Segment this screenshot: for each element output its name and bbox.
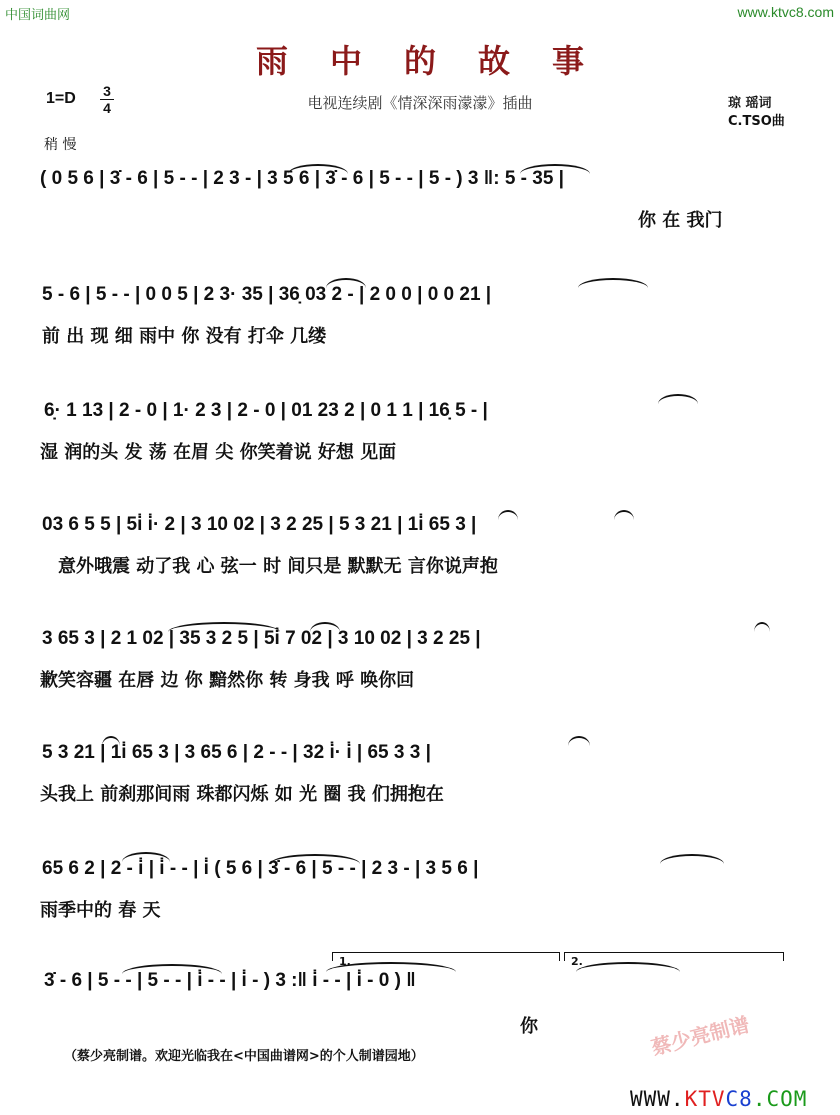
slur (568, 736, 590, 746)
slur (658, 394, 698, 404)
slur (660, 854, 724, 864)
notation-line: ( 0 5 6 | 3̇ - 6 | 5 - - | 2 3 - | 3 5 6 | 3̇ - 6 | 5 - - | 5 - ) 3 ‖: 5 - 35 | (40, 168, 564, 189)
lyrics-line: 歉笑容疆 在唇 边 你 黯然你 转 身我 呼 唤你回 (40, 670, 415, 691)
tempo-marking: 稍 慢 (44, 137, 77, 153)
footer-note: （蔡少亮制谱。欢迎光临我在<中国曲谱网>的个人制谱园地） (64, 1049, 424, 1064)
time-sig-bottom: 4 (103, 100, 111, 116)
slur (520, 164, 590, 174)
score-row-5 (30, 628, 820, 691)
score-row-2 (30, 284, 820, 347)
song-title: 雨中的故事 (255, 42, 626, 80)
notation-line: 03 6 5 5 | 5i̇ i̇· 2 | 3 10 02 | 3 2 25 | 5 3 21 | 1i̇ 65 3 | (42, 514, 477, 535)
logo-c8: C8 (725, 1087, 753, 1111)
slur (270, 854, 360, 864)
slur (168, 622, 280, 632)
lyrics-line: 头我上 前刹那间雨 珠都闪烁 如 光 圈 我 们拥抱在 (40, 784, 444, 805)
lyrics-line: 你 (520, 1016, 538, 1037)
lyrics-line: 意外哦震 动了我 心 弦一 时 间只是 默默无 言你说声抱 (58, 556, 498, 577)
slur (326, 278, 366, 288)
notation-line: 5 - 6 | 5 - - | 0 0 5 | 2 3· 35 | 36̣ 03 2 - | 2 0 0 | 0 0 21 | (42, 284, 492, 305)
slur (288, 164, 348, 174)
composer: C.TSO曲 (728, 114, 785, 129)
notation-line: 6̣· 1 13 | 2 - 0 | 1· 2 3 | 2 - 0 | 01 23 2 | 0 1 1 | 16̣ 5 - | (44, 400, 488, 421)
slur (122, 964, 222, 974)
credits (728, 95, 785, 131)
score-row-7 (30, 858, 820, 921)
notation-line: 5 3 21 | 1i̇ 65 3 | 3 65 6 | 2 - - | 32 i̇· i̇ | 65 3 3 | (42, 742, 431, 763)
lyrics-line: 你 在 我门 (638, 210, 723, 231)
site-url-right[interactable]: www.ktvc8.com (737, 4, 834, 20)
logo-ktv: KTV (684, 1087, 726, 1111)
lyrics-line: 湿 润的头 发 荡 在眉 尖 你笑着说 好想 见面 (40, 442, 397, 463)
volta-label-2: 2. (571, 955, 583, 968)
score-row-3 (30, 400, 820, 463)
notation-line: 3 65 3 | 2 1 02 | 35 3 2 5 | 5i̇ 7 02 | 3 10 02 | 3 2 25 | (42, 628, 481, 649)
score-row-4 (30, 514, 820, 577)
slur (122, 852, 170, 862)
time-sig-top: 3 (103, 83, 111, 99)
slur (576, 962, 680, 972)
lyricist: 琼 瑶词 (728, 96, 772, 111)
volta-bracket-2 (564, 952, 784, 968)
site-name-left[interactable]: 中国词曲网 (5, 8, 71, 23)
song-subtitle: 电视连续剧《情深深雨濛濛》插曲 (307, 94, 533, 112)
lyrics-line: 前 出 现 细 雨中 你 没有 打伞 几缕 (42, 326, 327, 347)
volta-bracket-1 (332, 952, 560, 968)
score-row-1 (30, 168, 820, 231)
slur (754, 622, 770, 632)
key-signature: 1=D (46, 90, 76, 107)
slur (614, 510, 634, 520)
notation-line: 65 6 2 | 2 - i̇ | i̇ - - | i̇ ( 5 6 | 3̇ - 6 | 5 - - | 2 3 - | 3 5 6 | (42, 858, 479, 879)
slur (102, 736, 120, 746)
logo-www: WWW. (630, 1087, 685, 1111)
volta-label-1: 1. (339, 955, 351, 968)
lyrics-line: 雨季中的 春 天 (40, 900, 161, 921)
slur (498, 510, 518, 520)
watermark: 蔡少亮制谱 (648, 1012, 752, 1060)
logo-com: .COM (752, 1087, 808, 1111)
score-row-6 (30, 742, 820, 805)
ktvc8-logo[interactable] (630, 1087, 807, 1111)
slur (310, 622, 340, 632)
slur (578, 278, 648, 288)
notation-line: 3̇ - 6 | 5 - - | 5 - - | i̇ - - | i̇ - ) 3 :‖ i̇ - - | i̇ - 0 ) ‖ (44, 970, 416, 991)
